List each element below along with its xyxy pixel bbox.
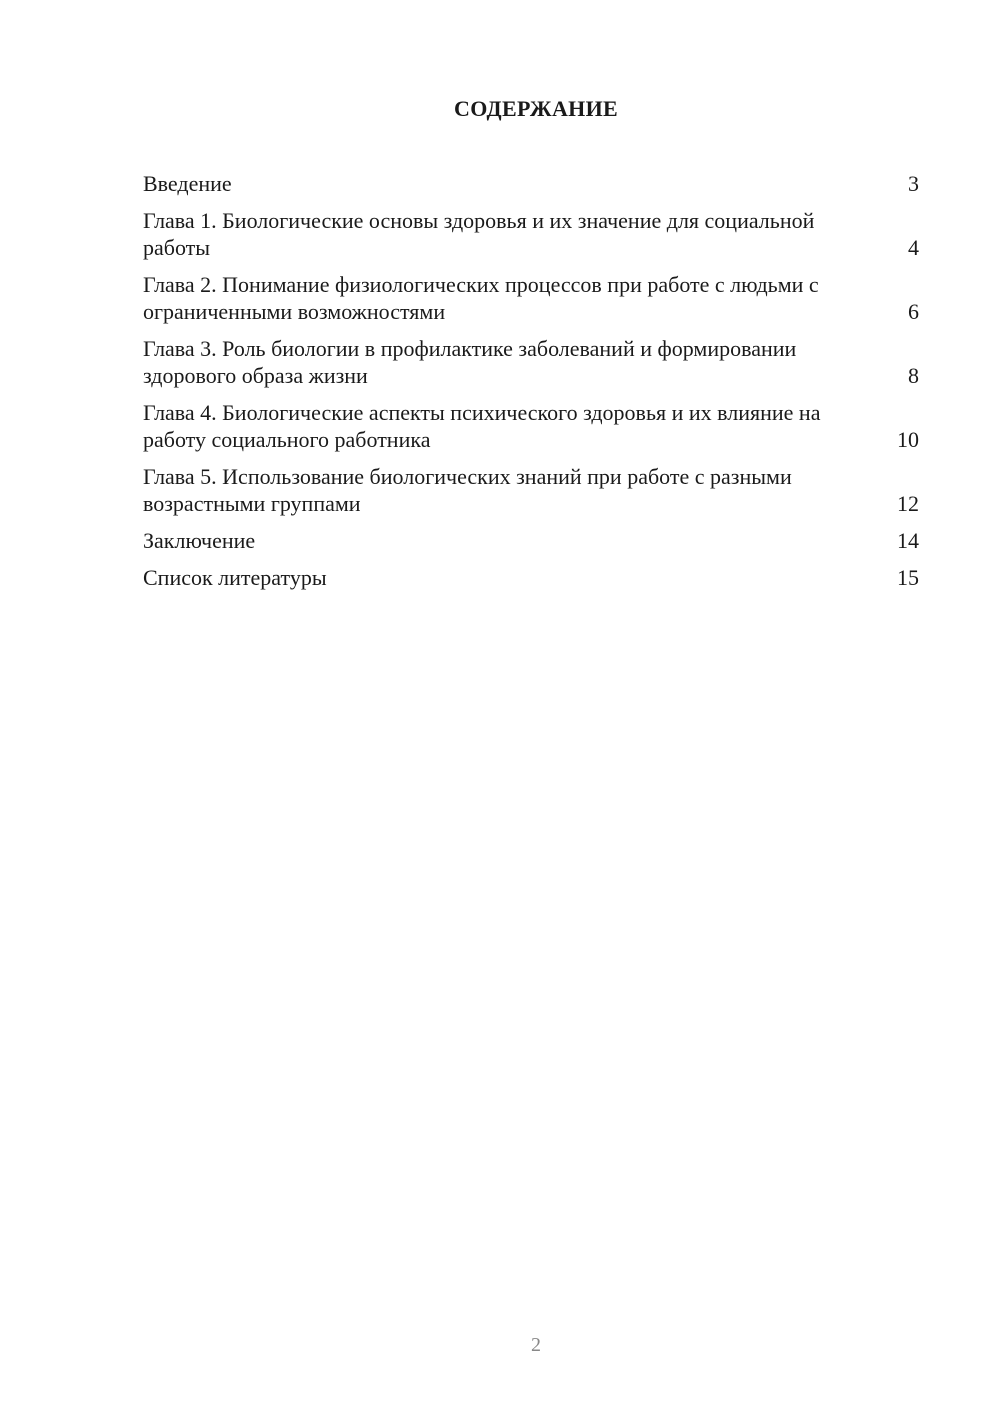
toc-entry-references (143, 564, 919, 591)
toc-entry-chapter-4 (143, 399, 919, 453)
toc-entry-introduction (143, 170, 919, 197)
toc-entry-text: Введение (143, 171, 232, 196)
toc-entry-chapter-5 (143, 463, 919, 517)
table-of-contents (143, 170, 919, 591)
toc-entry-text: Глава 2. Понимание физиологических процессов при работе с людьми с ограниченными возможностями (143, 272, 819, 324)
toc-entry-page: 4 (908, 235, 919, 260)
toc-entry-page: 3 (908, 171, 919, 196)
toc-entry-text: Список литературы (143, 565, 327, 590)
toc-entry-text: Глава 3. Роль биологии в профилактике заболеваний и формировании здорового образа жизни (143, 336, 797, 388)
toc-title: СОДЕРЖАНИЕ (454, 96, 618, 121)
toc-entry-chapter-3 (143, 335, 919, 389)
toc-entry-page: 15 (897, 565, 919, 590)
toc-entry-page: 8 (908, 363, 919, 388)
toc-entry-page: 6 (908, 299, 919, 324)
toc-entry-chapter-2 (143, 271, 919, 325)
toc-entry-conclusion (143, 527, 919, 554)
toc-entry-page: 12 (897, 491, 919, 516)
toc-entry-text: Заключение (143, 528, 256, 553)
page-number: 2 (531, 1334, 541, 1356)
toc-entry-page: 14 (897, 528, 919, 553)
toc-entry-page: 10 (897, 427, 919, 452)
toc-entry-text: Глава 4. Биологические аспекты психического здоровья и их влияние на работу социального работника (143, 400, 821, 452)
toc-entry-text: Глава 5. Использование биологических знаний при работе с разными возрастными группами (143, 464, 792, 516)
toc-entry-text: Глава 1. Биологические основы здоровья и их значение для социальной работы (143, 208, 815, 260)
toc-entry-chapter-1 (143, 207, 919, 261)
